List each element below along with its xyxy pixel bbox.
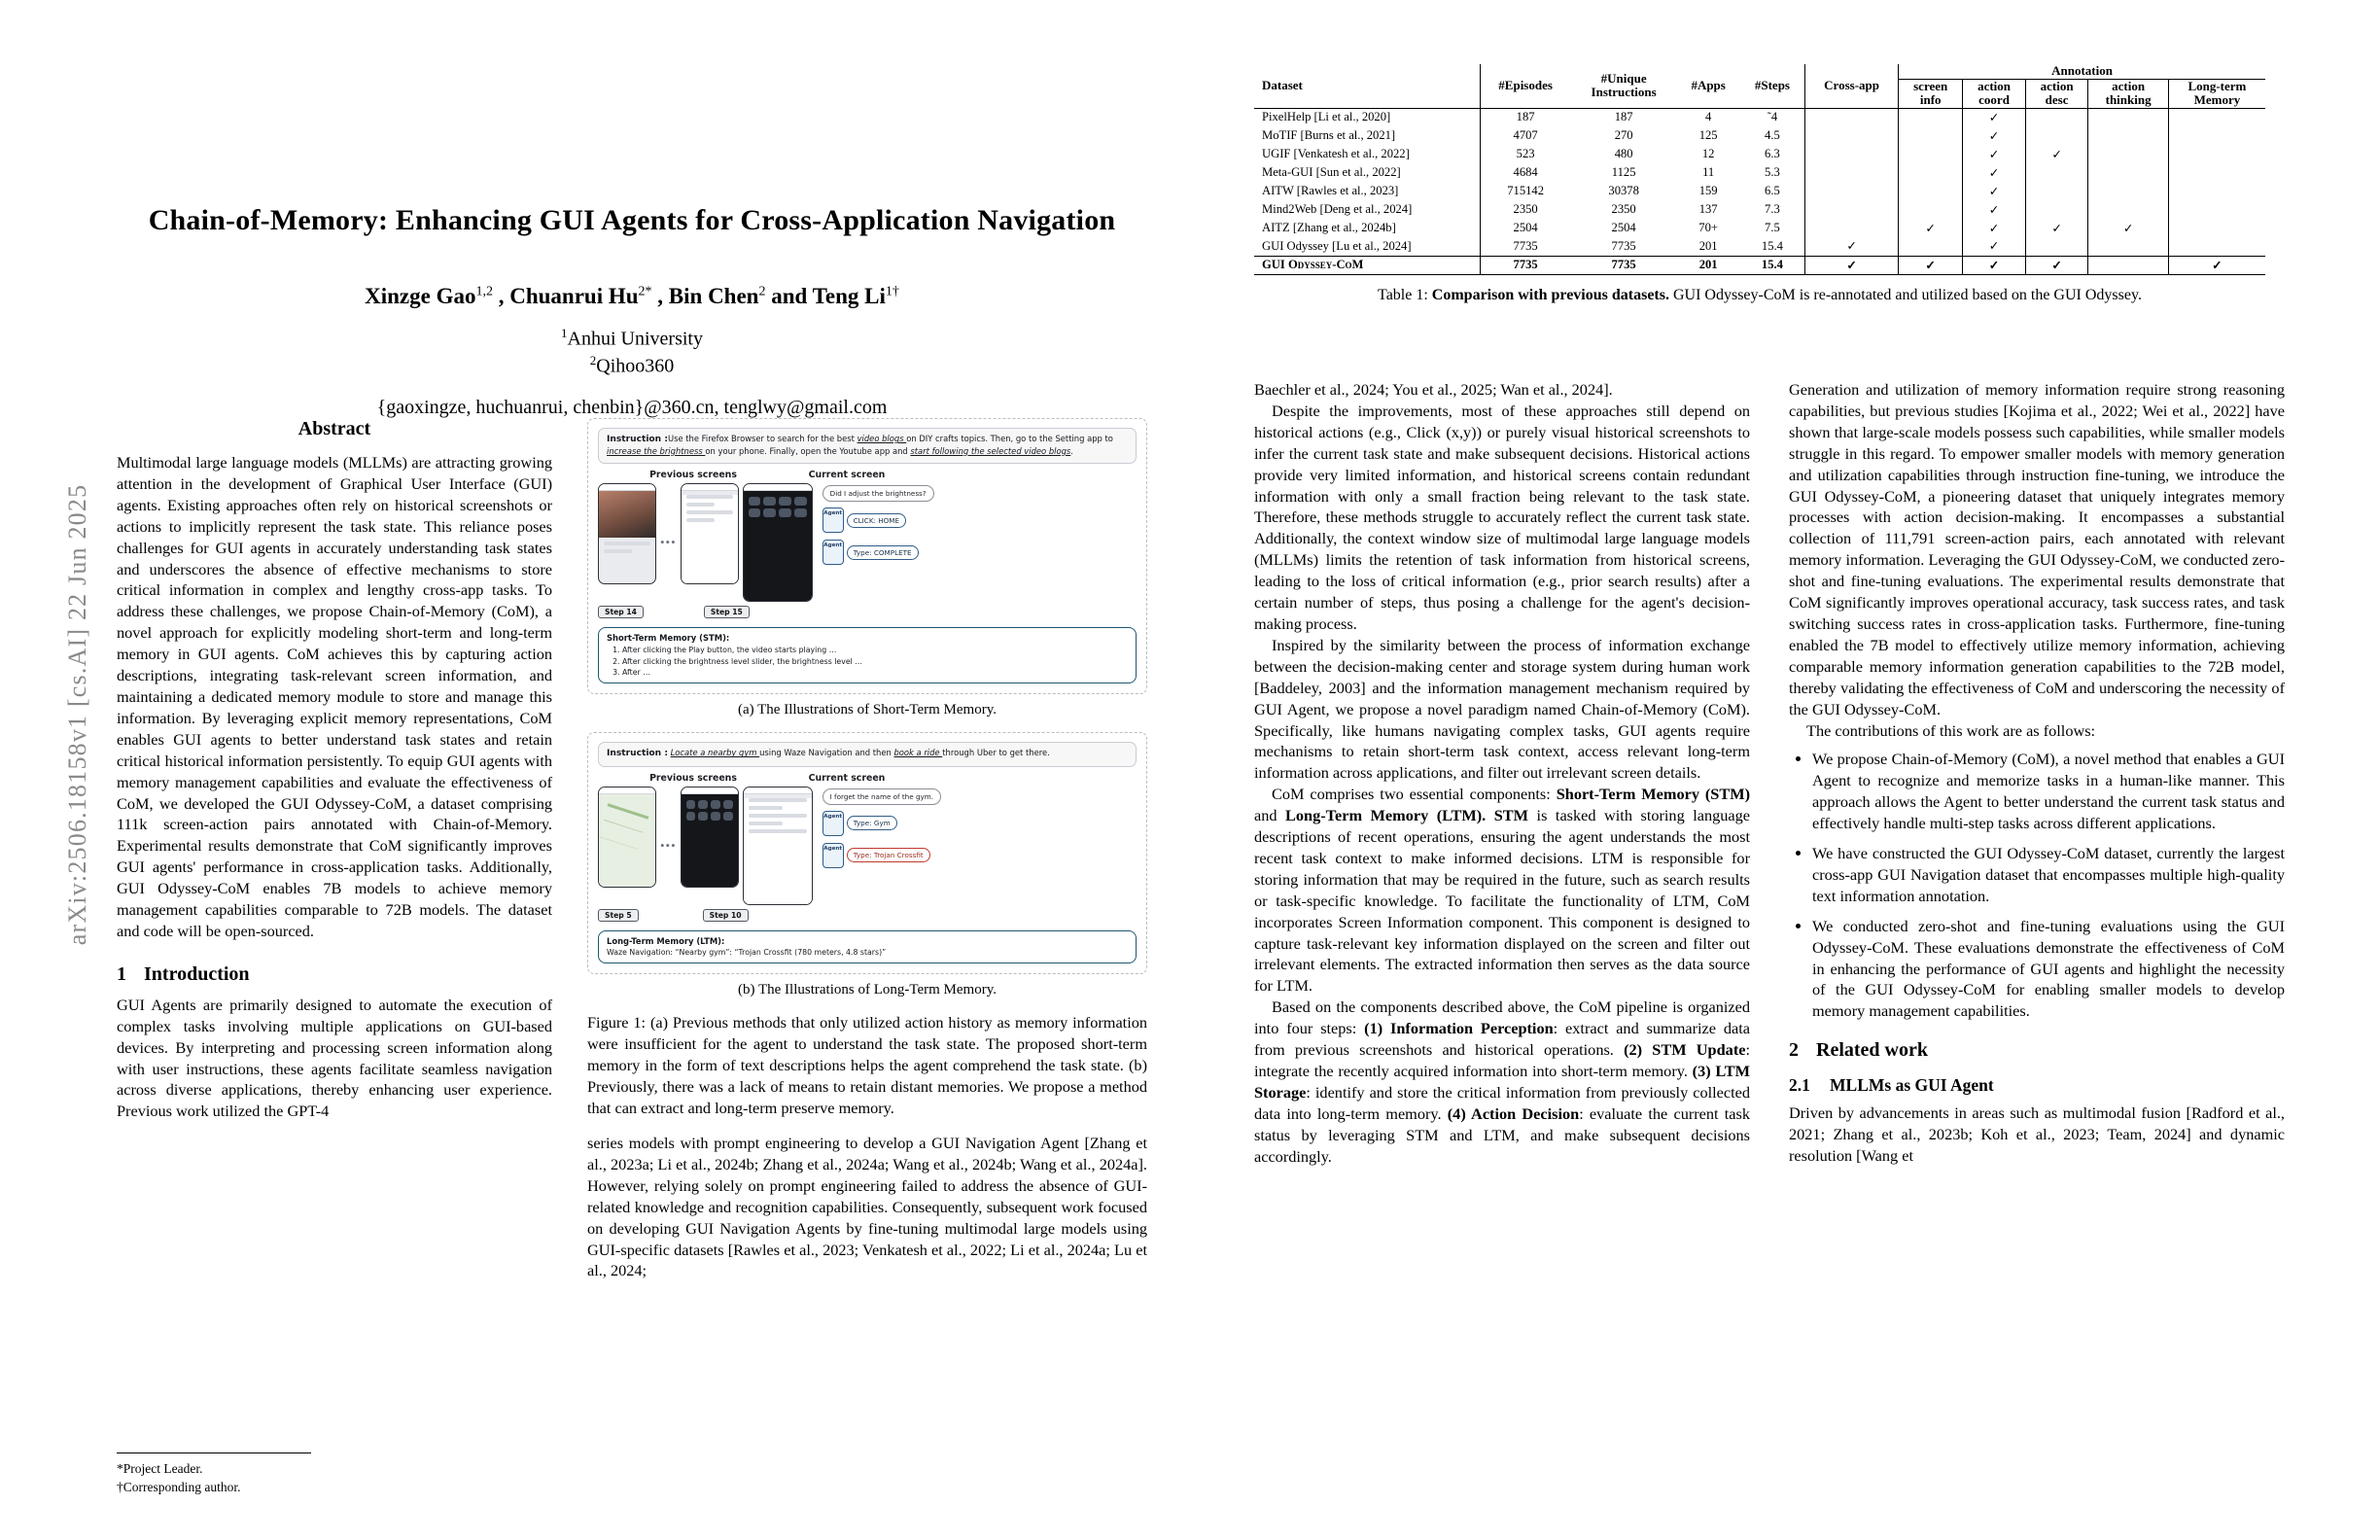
phone-content-line	[686, 518, 715, 522]
p2-c2-para-1: Generation and utilization of memory information require strong reasoning capabilities, but previous studies [Kojima et al., 2022; Wei et al., 2022] have shown that large-scale models possess such capabilities, while smaller models struggle in this regard. To empower smaller models with memory generation and utilization capabilities through instruction fine-tuning, we introduce the GUI Odyssey-CoM, a pioneering dataset that uniquely integrates memory processes with action decision-making. It encompasses a substantial collection of 111,791 screen-action pairs, each annotated with relevant memory information. Leveraging the GUI Odyssey-CoM, we conducted zero-shot and fine-tuning evaluations. The experimental results demonstrate that CoM significantly improves operational accuracy, task success rates, and task switching success rates in cross-application tasks. Furthermore, fine-tuning enabled the 7B model to effectively utilize memory information, achieving comparable memory information generation capabilities to the 72B model, thereby validating the effectiveness of CoM and underscoring the necessity of the GUI Odyssey-CoM.	[1789, 380, 2285, 718]
table-row	[1254, 182, 2265, 200]
table-caption-rest: GUI Odyssey-CoM is re-annotated and utilized based on the GUI Odyssey.	[1668, 286, 2142, 303]
step-ltm-storage: (3) LTM Storage	[1254, 1062, 1750, 1102]
phone-statusbar	[682, 788, 738, 794]
contributions-list	[1789, 749, 2285, 1022]
panel-a-action-bubble-2: Type: COMPLETE	[847, 545, 919, 560]
table-cell: ✓	[1963, 182, 2026, 200]
step-chip-right: Step 10	[703, 909, 749, 922]
table-cell	[1899, 163, 1963, 182]
phone-content-line	[604, 549, 632, 553]
table-caption-prefix: Table 1:	[1378, 286, 1432, 303]
p2-c1-para-5: Based on the components described above, the CoM pipeline is organized into four steps: (1) Information Perception: extract and summarize data from previous screenshots and historical operations. (2) STM Update: integrate the recently acquired information into short-term memory. (3) LTM Storage: identify and store the critical information from previously collected data into long-term memory. (4) Action Decision: evaluate the current task status by leveraging STM and LTM, and make subsequent decisions accordingly.	[1254, 998, 1751, 1166]
figure-1a-subcaption: (a) The Illustrations of Short-Term Memory.	[738, 702, 997, 718]
app-icon	[723, 812, 733, 821]
table-cell: 187	[1571, 108, 1677, 126]
table-cell	[2168, 200, 2265, 219]
section-heading-introduction	[117, 963, 552, 986]
table-cell	[1899, 126, 1963, 145]
table-cell-dataset-name: GUI Odyssey-CoM	[1254, 256, 1480, 274]
panel-b-instr-em2: book a ride	[893, 748, 943, 758]
ellipsis-icon: •••	[660, 535, 677, 550]
phone-app-grid	[682, 794, 738, 826]
panel-a-agent-thought: Did I adjust the brightness?	[822, 485, 934, 502]
table-cell: 4684	[1480, 163, 1571, 182]
step-stm-update: (2) STM Update	[1624, 1040, 1746, 1060]
table-cell: 2350	[1480, 200, 1571, 219]
page2-column-2	[1789, 379, 2285, 1497]
table-cell: ✓	[1963, 256, 2026, 274]
app-icon	[779, 497, 791, 506]
panel-b-step-chips	[598, 905, 1137, 923]
panel-a-instruction	[598, 428, 1137, 464]
col-header-unique-l1: #Unique	[1600, 70, 1647, 86]
table-cell	[2168, 163, 2265, 182]
figure-1b-subcaption: (b) The Illustrations of Long-Term Memory.	[738, 982, 997, 998]
table-cell: 480	[1614, 147, 1633, 161]
step-action-decision: (4) Action Decision	[1447, 1103, 1580, 1123]
table-cell: 7735	[1480, 256, 1571, 274]
table-cell: 1125	[1611, 165, 1636, 180]
stm-item: 2. After clicking the brightness level slider, the brightness level …	[622, 656, 1128, 667]
table-cell: 2504	[1480, 219, 1571, 237]
table-cell: 201	[1698, 238, 1718, 253]
table-cell-dataset-name: AITZ [Zhang et al., 2024b]	[1262, 221, 1396, 235]
stm-item: 1. After clicking the Play button, the video starts playing …	[622, 645, 1128, 655]
table-row	[1254, 219, 2265, 237]
table-cell	[2088, 108, 2168, 126]
section-number: 1	[117, 962, 126, 985]
table-cell: 715142	[1480, 182, 1571, 200]
footnote-block	[117, 1437, 552, 1497]
table-cell: ✓	[2025, 256, 2088, 274]
table-cell: ✓	[2088, 219, 2168, 237]
p2-c2-contributions-intro: The contributions of this work are as follows:	[1806, 720, 2096, 740]
panel-a-instr-em1: video blogs	[857, 434, 907, 443]
figure-1-panel-a	[587, 418, 1147, 694]
panel-b-action-bubble-1: Type: Gym	[847, 816, 897, 830]
table-row	[1254, 145, 2265, 163]
phone-content-line	[749, 822, 783, 825]
table-cell: 2350	[1611, 202, 1636, 217]
table-cell	[1805, 163, 1899, 182]
panel-b-instr-t1: using Waze Navigation and then	[759, 748, 894, 758]
term-ltm: Long-Term Memory (LTM)	[1285, 806, 1483, 825]
figure-1-panel-b	[587, 732, 1147, 974]
table-cell-dataset-name: Mind2Web [Deng et al., 2024]	[1262, 202, 1413, 217]
table-cell: 7735	[1480, 237, 1571, 256]
table-cell	[1899, 145, 1963, 163]
table-cell: 30378	[1608, 184, 1639, 198]
app-icon	[794, 508, 807, 517]
panel-a-column-labels	[598, 470, 1137, 480]
phone-settings-list	[682, 495, 738, 584]
table-cell: ˜4	[1740, 108, 1805, 126]
app-icon	[763, 497, 776, 506]
page-left-column	[117, 58, 1147, 1497]
table-cell	[2025, 200, 2088, 219]
phone-statusbar	[599, 484, 655, 491]
table-cell: 201	[1677, 256, 1740, 274]
page-right-column	[1254, 58, 2285, 1497]
table-cell: ✓	[1899, 219, 1963, 237]
table-cell	[1899, 200, 1963, 219]
panel-a-step-chips	[598, 602, 1137, 619]
table-header-row-group	[1254, 64, 2265, 79]
abstract-heading: Abstract	[298, 418, 371, 439]
table-cell: ✓	[2025, 219, 2088, 237]
subsection-title: MLLMs as GUI Agent	[1830, 1075, 1994, 1096]
subsection-heading-mllms-as-gui-agent	[1789, 1075, 2285, 1096]
page2-two-column-body	[1254, 379, 2285, 1497]
stm-item-list	[607, 645, 1128, 678]
table-row	[1254, 108, 2265, 126]
panel-a-instr-t1: Use the Firefox Browser to search for the best	[667, 434, 858, 443]
stm-title: Short-Term Memory (STM):	[607, 633, 730, 644]
author-emails: {gaoxingze, huchuanrui, chenbin}@360.cn, tenglwy@gmail.com	[376, 397, 888, 419]
long-term-memory-box	[598, 930, 1137, 964]
ltm-title: Long-Term Memory (LTM):	[607, 935, 725, 946]
table-cell-dataset-name: MoTIF [Burns et al., 2021]	[1262, 128, 1396, 143]
table-cell	[1805, 145, 1899, 163]
step-chip-left: Step 5	[598, 909, 639, 922]
table-cell	[1899, 182, 1963, 200]
table-cell: 4	[1677, 108, 1740, 126]
agent-icon: Agent	[822, 508, 844, 533]
panel-b-previous-screens-label: Previous screens	[649, 772, 737, 784]
phone-content-line	[686, 503, 715, 507]
affiliation-1: $^1$Anhui University	[561, 326, 703, 350]
table-cell-dataset-name: UGIF [Venkatesh et al., 2022]	[1262, 147, 1410, 161]
contribution-item: • We propose Chain-of-Memory (CoM), a novel method that enables a GUI Agent to recognize and memorize tasks in a human-like manner. This approach allows the Agent to better understand the current task status and effectively handle multi-step tasks across different applications.	[1812, 749, 2285, 834]
phone-content-line	[749, 806, 783, 810]
phone-statusbar	[744, 788, 812, 794]
agent-icon: Agent	[822, 843, 844, 868]
panel-a-instruction-label: Instruction :	[607, 435, 668, 444]
table-cell-dataset-name: Meta-GUI [Sun et al., 2022]	[1262, 165, 1401, 180]
table-cell	[1805, 182, 1899, 200]
phone-content-line	[749, 798, 807, 802]
table-cell: 6.3	[1765, 147, 1780, 161]
table-cell: 187	[1480, 108, 1571, 126]
app-icon	[711, 800, 720, 809]
panel-a-current-screen-label: Current screen	[808, 470, 886, 481]
table-cell	[2025, 126, 2088, 145]
panel-b-screens-row	[598, 787, 1137, 905]
table-cell: 7.3	[1765, 202, 1780, 217]
table-cell: 15.4	[1740, 256, 1805, 274]
table-cell	[2168, 108, 2265, 126]
panel-b-instruction	[598, 742, 1137, 767]
table-cell: 2504	[1611, 221, 1636, 235]
table-cell	[2088, 182, 2168, 200]
phone-screenshot-previous-1	[598, 483, 656, 584]
footnote-1: *Project Leader.	[117, 1461, 203, 1477]
table-cell: ✓	[2168, 256, 2265, 274]
panel-b-instruction-label: Instruction :	[607, 749, 668, 759]
table-cell: ✓	[1963, 200, 2026, 219]
table-cell: ✓	[1963, 237, 2026, 256]
table-cell	[2168, 126, 2265, 145]
arxiv-stamp: arXiv:2506.18158v1 [cs.AI] 22 Jun 2025	[63, 483, 91, 946]
introduction-continued: series models with prompt engineering to develop a GUI Navigation Agent [Zhang et al., 2023a; Li et al., 2024b; Zhang et al., 2024a; Wang et al., 2024b; Wang et al., 2024a]. However, relying solely on prompt engineering failed to address the absence of GUI-related knowledge and recognition capabilities. Consequently, subsequent work focused on developing GUI Navigation Agents by fine-tuning multimodal large models using GUI-specific datasets [Rawles et al., 2023; Venkatesh et al., 2022; Li et al., 2024a; Lu et al., 2024;	[587, 1134, 1147, 1280]
app-icon	[711, 812, 720, 821]
panel-b-instr-t2: through Uber to get there.	[942, 748, 1050, 758]
panel-a-instr-t3: on your phone. Finally, open the Youtube app and	[705, 445, 911, 456]
p2-c1-para-1: Baechler et al., 2024; You et al., 2025; Wan et al., 2024].	[1254, 380, 1613, 399]
phone-screenshot-home	[681, 787, 739, 888]
table-cell	[1805, 108, 1899, 126]
panel-a-instr-t2: on DIY crafts topics. Then, go to the Setting app to	[906, 434, 1113, 443]
app-icon	[723, 800, 733, 809]
section-title: Related work	[1816, 1039, 1928, 1062]
table-1-comparison	[1254, 64, 2265, 275]
step-chip-left: Step 14	[598, 606, 644, 618]
table-caption-bold: Comparison with previous datasets.	[1431, 286, 1669, 303]
phone-content-line	[686, 495, 733, 499]
page1-left-text-column	[117, 418, 552, 1497]
ellipsis-icon: •••	[660, 837, 677, 853]
panel-a-instr-em3: start following the selected video blogs	[910, 445, 1071, 456]
contribution-item: • We conducted zero-shot and fine-tuning evaluations using the GUI Odyssey-CoM. These evaluations demonstrate the effectiveness of CoM in enhancing the performance of GUI agents and highlight the necessity of the GUI Odyssey-CoM for enabling smaller models to develop memory management capabilities.	[1812, 916, 2285, 1023]
panel-b-agent-column	[822, 787, 968, 875]
phone-map-view	[599, 794, 655, 888]
app-icon	[779, 508, 791, 517]
app-icon	[794, 497, 807, 506]
col-header-action-thinking: action thinking	[2088, 79, 2168, 108]
page1-two-column-body	[117, 418, 1147, 1497]
table-cell: 12	[1701, 147, 1715, 161]
app-icon	[686, 812, 696, 821]
p2-c1-para-4: CoM comprises two essential components: Short-Term Memory (STM) and Long-Term Memory (LTM). STM is tasked with storing language descriptions of recent operations, ensuring the agent understands the most recent task context to make informed decisions. LTM is responsible for storing information that may be required in the future, such as search results or task-specific knowledge. To facilitate the functionality of LTM, CoM incorporates Screen Information component. This component is designed to capture task-relevant key information displayed on the screen and filter out irrelevant elements. The extracted information then serves as the data source for LTM.	[1254, 785, 1750, 996]
table-cell: 7735	[1611, 238, 1636, 253]
phone-content-line	[686, 510, 733, 514]
panel-a-previous-screens-label: Previous screens	[649, 470, 737, 481]
phone-screenshot-current	[743, 483, 813, 602]
table-cell: ✓	[1805, 237, 1899, 256]
panel-b-agent-action-1	[822, 811, 968, 836]
col-header-long-term-memory: Long-term Memory	[2168, 79, 2265, 108]
panel-b-instr-em1: Locate a nearby gym	[670, 748, 760, 758]
agent-icon: Agent	[822, 540, 844, 565]
stm-item: 3. After …	[622, 667, 1128, 678]
panel-a-screens-row	[598, 483, 1137, 602]
table-cell	[2168, 237, 2265, 256]
phone-statusbar	[744, 484, 812, 491]
table-cell	[2088, 237, 2168, 256]
phone-home-screen	[682, 794, 738, 888]
table-cell	[2088, 163, 2168, 182]
table-cell: 137	[1698, 202, 1718, 217]
phone-content-line	[749, 814, 807, 818]
panel-b-agent-thought: I forget the name of the gym.	[822, 788, 941, 805]
table-cell	[2168, 145, 2265, 163]
section-title: Introduction	[144, 962, 250, 985]
table-1-caption	[1254, 285, 2265, 306]
table-cell	[2025, 237, 2088, 256]
phone-video-thumbnail	[599, 491, 655, 538]
app-icon	[749, 497, 761, 506]
table-cell: ✓	[1963, 108, 2026, 126]
p2-c1-para-3: Inspired by the similarity between the process of information exchange between the decision-making center and storage system during human work [Baddeley, 2003] and the information management mechanism required by GUI Agent, we propose a novel paradigm named Chain-of-Memory (CoM). Specifically, like humans navigating complex tasks, GUI agents require mechanisms to retain short-term task context, access relevant long-term information across applications, and filter out irrelevant screen details.	[1254, 635, 1750, 783]
col-header-cross-app: Cross-app	[1805, 64, 1899, 108]
phone-content-line	[749, 829, 807, 833]
table-1-head	[1254, 64, 2265, 108]
table-cell-dataset-name: PixelHelp [Li et al., 2020]	[1254, 108, 1480, 126]
panel-a-instr-em2: increase the brightness	[607, 445, 706, 456]
phone-uber-list	[744, 798, 812, 905]
table-cell: 70+	[1698, 221, 1718, 235]
phone-home-screen	[744, 491, 812, 602]
table-cell	[2088, 145, 2168, 163]
subsection-number: 2.1	[1789, 1075, 1810, 1096]
table-cell: ✓	[1963, 219, 2026, 237]
table-cell	[1805, 219, 1899, 237]
panel-b-column-labels	[598, 773, 1137, 784]
table-cell: 523	[1480, 145, 1571, 163]
contribution-item: • We have constructed the GUI Odyssey-CoM dataset, currently the largest cross-app GUI Navigation dataset that encompasses multiple high-quality text information annotation.	[1812, 843, 2285, 907]
panel-b-agent-action-2	[822, 843, 968, 868]
table-cell	[1899, 237, 1963, 256]
table-cell	[2025, 108, 2088, 126]
step-chip-right: Step 15	[704, 606, 750, 618]
table-cell: ✓	[1963, 145, 2026, 163]
table-cell: 5.3	[1765, 165, 1780, 180]
table-cell-dataset-name: AITW [Rawles et al., 2023]	[1262, 184, 1399, 198]
table-cell: 4.5	[1765, 128, 1780, 143]
col-header-screen-info: screen info	[1899, 79, 1963, 108]
table-cell: 159	[1698, 184, 1718, 198]
table-row	[1254, 200, 2265, 219]
panel-a-agent-column	[822, 483, 968, 572]
table-cell: ✓	[1963, 126, 2026, 145]
table-row	[1254, 237, 2265, 256]
col-header-action-coord: action coord	[1963, 79, 2026, 108]
page-title: Chain-of-Memory: Enhancing GUI Agents for Cross-Application Navigation	[148, 204, 1116, 236]
table-cell: 270	[1614, 128, 1633, 143]
col-header-episodes: #Episodes	[1480, 64, 1571, 108]
table-1-body	[1254, 108, 2265, 274]
panel-a-agent-action-2	[822, 540, 968, 565]
table-row	[1254, 126, 2265, 145]
phone-screenshot-previous-2	[681, 483, 739, 584]
phone-statusbar	[682, 484, 738, 491]
col-header-steps: #Steps	[1754, 78, 1790, 93]
footnote-2: †Corresponding author.	[117, 1480, 241, 1495]
table-cell: ✓	[1805, 256, 1899, 274]
figure-1	[587, 418, 1147, 1119]
table-cell	[2088, 200, 2168, 219]
phone-statusbar	[599, 788, 655, 794]
table-cell: 15.4	[1761, 238, 1783, 253]
term-stm: Short-Term Memory (STM)	[1556, 785, 1750, 804]
table-cell-dataset-name: GUI Odyssey [Lu et al., 2024]	[1262, 238, 1412, 253]
table-row	[1254, 163, 2265, 182]
table-cell: 11	[1702, 165, 1715, 180]
panel-a-action-bubble-1: CLICK: HOME	[847, 513, 906, 528]
col-header-unique-l2: Instructions	[1591, 85, 1657, 100]
app-icon	[763, 508, 776, 517]
table-cell	[2025, 182, 2088, 200]
app-icon	[698, 812, 708, 821]
phone-screenshot-uber	[743, 787, 813, 905]
phone-screenshot-waze	[598, 787, 656, 888]
table-cell	[2025, 163, 2088, 182]
table-cell	[1805, 200, 1899, 219]
footnote-rule	[117, 1452, 311, 1453]
phone-content-line	[604, 542, 650, 545]
author-list: Xinzge Gao$^{1,2}$ , Chuanrui $Hu^{2*}$ , Bin Chen$^2$ and Teng $Li^{1\dagger}$	[365, 284, 899, 308]
table-cell: 6.5	[1765, 184, 1780, 198]
p2-c2-related-work-para: Driven by advancements in areas such as multimodal fusion [Radford et al., 2021; Zhang et al., 2023b; Koh et al., 2023; Team, 2024] and dynamic resolution [Wang et	[1789, 1103, 2285, 1166]
app-icon	[698, 800, 708, 809]
col-header-dataset: Dataset	[1262, 78, 1303, 93]
table-cell	[2088, 256, 2168, 274]
table-cell	[2168, 182, 2265, 200]
table-cell: ✓	[1899, 256, 1963, 274]
p2-c1-para-2: Despite the improvements, most of these approaches still depend on historical actions (e.g., Click (x,y)) or purely visual historical screenshots to infer the current task state and make subsequent decisions. Historical actions provide very limited information, and historical screens contain redundant information with only a small fraction being relevant to the task state. Therefore, these methods struggle to accurately reflect the current task state. Additionally, the context window size of multimodal large language models (MLLMs) limits the retention of task information from historical screens, leading to the loss of critical information (e.g., prior search results) after a certain number of steps, thus posing a challenge for the agent's decision-making process.	[1254, 401, 1750, 633]
phone-app-grid	[744, 491, 812, 523]
app-icon	[749, 508, 761, 517]
affiliation-2: $^2$Qihoo360	[589, 353, 675, 377]
step-information-perception: (1) Information Perception	[1364, 1019, 1554, 1038]
panel-b-current-screen-label: Current screen	[808, 772, 886, 784]
figure-1-caption: Figure 1: (a) Previous methods that only utilized action history as memory information were insufficient for the agent to understand the task state. The proposed short-term memory in the form of text descriptions helps the agent comprehend the task state. (b) Previously, there was a lack of means to retain distant memories. We propose a method that can extract and long-term preserve memory.	[587, 1013, 1147, 1118]
table-cell: ✓	[1963, 163, 2026, 182]
panel-a-instr-t4: .	[1070, 445, 1073, 456]
table-row-highlighted	[1254, 256, 2265, 274]
affiliations	[117, 325, 1147, 379]
col-header-annotation-group: Annotation	[1899, 64, 2265, 79]
abstract-text: Multimodal large language models (MLLMs) are attracting growing attention in the development of Graphical User Interface (GUI) agents. Existing approaches often rely on historical screenshots or actions to implicitly represent the task state. This reliance poses challenges for GUI agents in accurately understanding task states and underscores the absence of effective mechanisms to store critical information in complex and lengthy cross-app tasks. To address these challenges, we propose Chain-of-Memory (CoM), a novel approach for explicitly modeling short-term and long-term memory in GUI agents. CoM achieves this by capturing action descriptions, integrating task-relevant screen information, and maintaining a dedicated memory module to store and manage this information. By leveraging explicit memory representations, CoM enables GUI agents to better understand task states and retain critical historical information persistently. To equip GUI agents with memory management capabilities and evaluate the effectiveness of CoM, we developed the GUI Odyssey-CoM, a dataset comprising 111k screen-action pairs annotated with Chain-of-Memory. Experimental results demonstrate that CoM significantly improves GUI agents' performance in cross-application tasks. Additionally, GUI Odyssey-CoM enables 7B models to achieve memory management capabilities comparable to 72B models. The dataset and code will be open-sourced.	[117, 453, 552, 940]
section-heading-related-work	[1789, 1039, 2285, 1062]
panel-a-agent-action-1	[822, 508, 968, 533]
introduction-paragraph-1: GUI Agents are primarily designed to automate the execution of complex tasks involving multiple applications on GUI-based devices. By interpreting and processing screen information along with user instructions, these agents facilitate seamless navigation across diverse applications, thereby enhancing user experience. Previous work utilized the GPT-4	[117, 995, 552, 1121]
table-cell	[2088, 126, 2168, 145]
page2-column-1	[1254, 379, 1750, 1497]
section-number: 2	[1789, 1039, 1799, 1062]
app-icon	[686, 800, 696, 809]
table-cell: 125	[1698, 128, 1718, 143]
table-cell	[2168, 219, 2265, 237]
table-cell	[1899, 108, 1963, 126]
table-cell	[1805, 126, 1899, 145]
table-cell: 7735	[1571, 256, 1677, 274]
col-header-action-desc: action desc	[2025, 79, 2088, 108]
table-cell: ✓	[2025, 145, 2088, 163]
col-header-unique-instructions	[1571, 64, 1677, 108]
panel-b-action-bubble-2: Type: Trojan Crossfit	[847, 848, 930, 862]
table-cell: 7.5	[1765, 221, 1780, 235]
page1-right-figure-column	[587, 418, 1147, 1497]
col-header-apps: #Apps	[1691, 78, 1726, 93]
table-cell: 4707	[1480, 126, 1571, 145]
short-term-memory-box	[598, 627, 1137, 683]
agent-icon: Agent	[822, 811, 844, 836]
ltm-item: Waze Navigation: “Nearby gym”: “Trojan Crossfit (780 meters, 4.8 stars)”	[607, 948, 887, 958]
